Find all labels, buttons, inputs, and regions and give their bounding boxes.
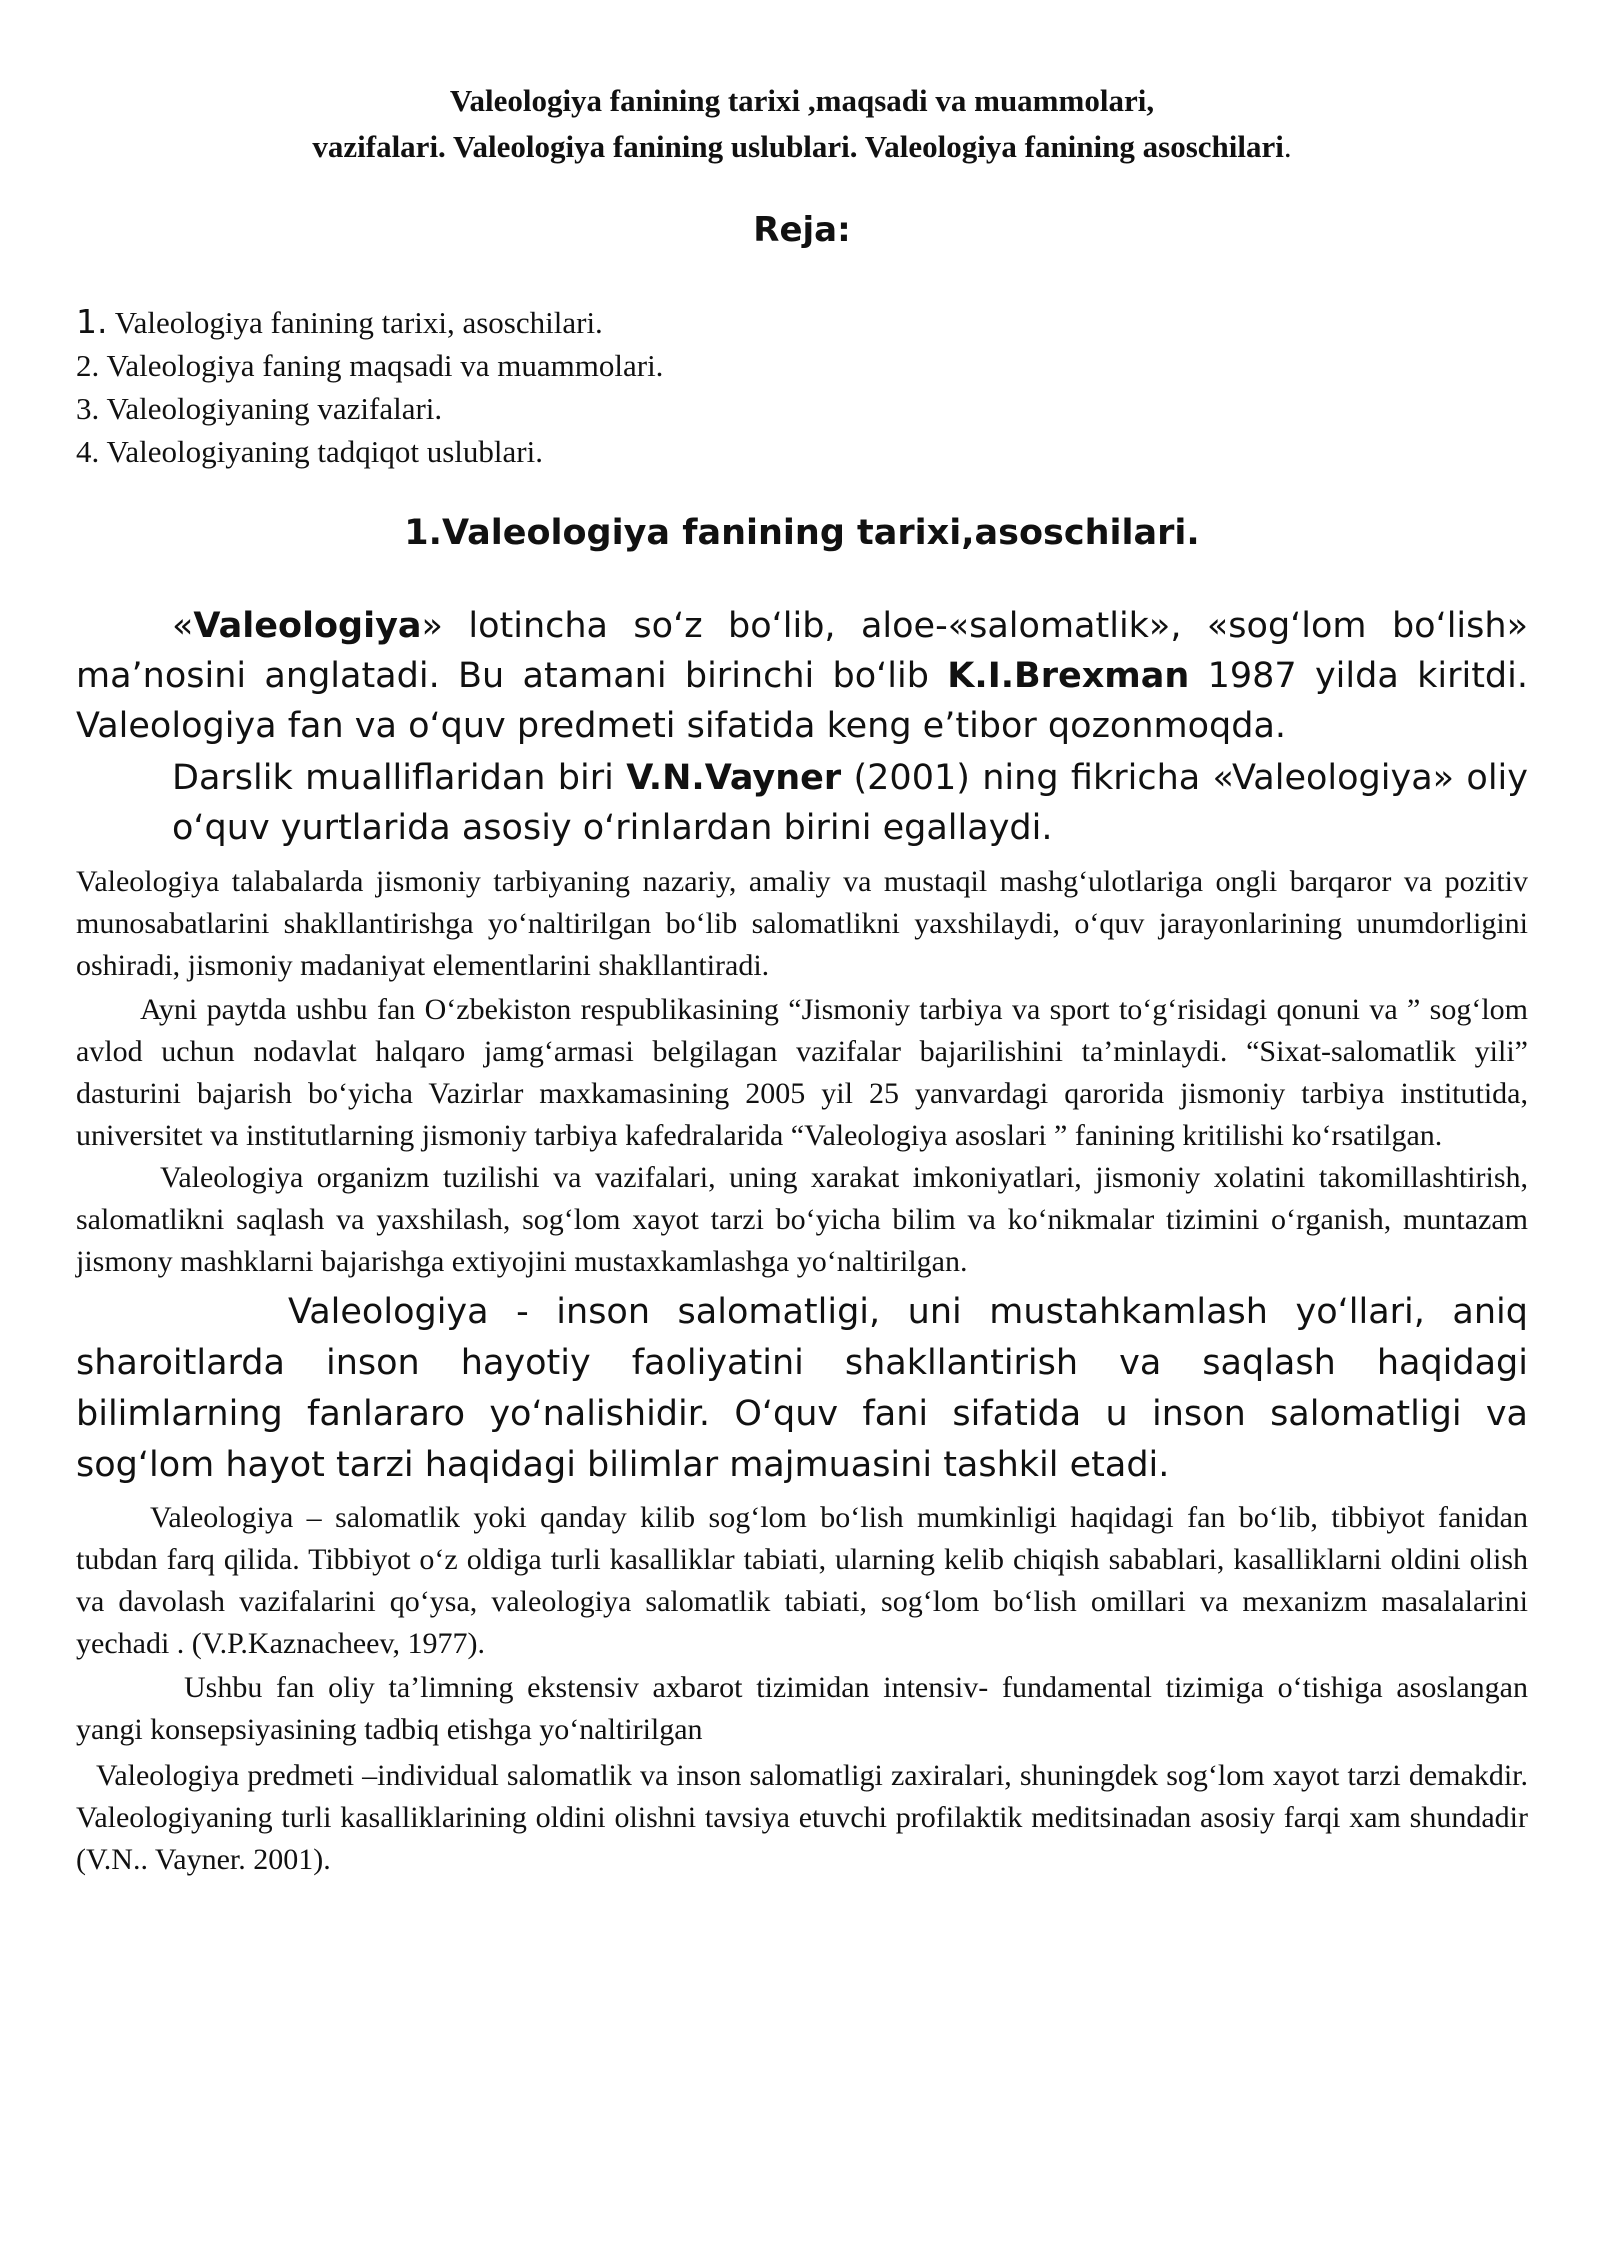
section-heading: 1.Valeologiya fanining tarixi,asoschilari. (404, 513, 1200, 553)
plan-item-number: 2. (76, 348, 100, 383)
title-line-2-end: . (1283, 129, 1292, 164)
title-line-1: Valeologiya fanining tarixi ,maqsadi va muammolari, (449, 83, 1155, 118)
text-span: « (172, 606, 194, 646)
plan-item (76, 430, 1528, 473)
paragraph-subject: Valeologiya predmeti –individual salomatlik va inson salomatligi zaxiralari, shuningdek sog‘lom xayot tarzi demakdir. Valeologiyaning turli kasalliklarining oldini olishni tavsiya etuvchi profilaktik meditsinadan asosiy farqi xam shundadir (V.N.. Vayner. 2001). (76, 1759, 1528, 1876)
plan-item-number: 1. (76, 302, 108, 341)
text-span: 1987 yilda kiritdi. Valeologiya fan va o‘quv predmeti sifatida keng e’tibor qozonmoqda. (76, 656, 1528, 746)
document-title (76, 78, 1528, 170)
plan-list (76, 300, 1528, 473)
paragraph-concept: Ushbu fan oliy ta’limning ekstensiv axbarot tizimidan intensiv- fundamental tizimiga o‘tishiga asoslangan yangi konsepsiyasining tadbiq etishga yo‘naltirilgan (76, 1671, 1528, 1746)
plan-item (76, 387, 1528, 430)
plan-item (76, 344, 1528, 387)
title-line-2: vazifalari. Valeologiya fanining uslublari. Valeologiya fanining asoschilari (312, 129, 1284, 164)
paragraph-organism: Valeologiya organizm tuzilishi va vazifalari, uning xarakat imkoniyatlari, jismoniy xolatini takomillashtirish, salomatlikni saqlash va yaxshilash, sog‘lom xayot tarzi bo‘yicha bilim va ko‘nikmalar tizimini o‘rganish, muntazam jismony mashklarni bajarishga extiyojini mustaxkamlashga yo‘naltirilgan. (76, 1161, 1528, 1278)
paragraph-definition (76, 601, 1528, 751)
plan-item-text: Valeologiya fanining tarixi, asoschilari. (107, 305, 603, 340)
plan-item-text: Valeologiyaning vazifalari. (99, 391, 443, 426)
text-span: (2001) ning fikricha «Valeologiya» oliy o‘quv yurtlarida asosiy o‘rinlardan birini egallaydi. (172, 758, 1528, 848)
plan-item-text: Valeologiya faning maqsadi va muammolari. (99, 348, 664, 383)
paragraph-health-definition: Valeologiya - inson salomatligi, uni mustahkamlash yo‘llari, aniq sharoitlarda inson hayotiy faoliyatini shakllantirish va saqlash haqidagi bilimlarning fanlararo yo‘nalishidir. O‘quv fani sifatida u inson salomatligi va sog‘lom hayot tarzi haqidagi bilimlar majmuasini tashkil etadi. (76, 1292, 1528, 1485)
text-span: » lotincha so‘z bo‘lib, aloe-«salomatlik», «sog‘lom bo‘lish» ma’nosini anglatadi. Bu atamani birinchi bo‘lib (76, 606, 1528, 696)
plan-item-number: 4. (76, 434, 100, 469)
author-vayner: V.N.Vayner (626, 758, 842, 798)
plan-item-number: 3. (76, 391, 100, 426)
author-brexman: K.I.Brexman (947, 656, 1190, 696)
paragraph-law: Ayni paytda ushbu fan O‘zbekiston respublikasining “Jismoniy tarbiya va sport to‘g‘risidagi qonuni va ” sog‘lom avlod uchun nodavlat halqaro jamg‘armasi belgilagan vazifalar bajarilishini ta’minlaydi. “Sixat-salomatlik yili” dasturini bajarish bo‘yicha Vazirlar maxkamasining 2005 yil 25 yanvardagi qarorida jismoniy tarbiya institutida, universitet va institutlarning jismoniy tarbiya kafedralarida “Valeologiya asoslari ” fanining kritilishi ko‘rsatilgan. (76, 993, 1528, 1152)
paragraph-medicine: Valeologiya – salomatlik yoki qanday kilib sog‘lom bo‘lish mumkinligi haqidagi fan bo‘lib, tibbiyot fanidan tubdan farq qilida. Tibbiyot o‘z oldiga turli kasalliklar tabiati, ularning kelib chiqish sabablari, kasalliklarni oldini olish va davolash vazifalarini qo‘ysa, valeologiya salomatlik tabiati, sog‘lom bo‘lish omillari va mexanizm masalalarini yechadi . (V.P.Kaznacheev, 1977). (76, 1501, 1528, 1660)
plan-item-text: Valeologiyaning tadqiqot uslublari. (99, 434, 543, 469)
plan-heading: Reja: (753, 210, 851, 250)
paragraph-students: Valeologiya talabalarda jismoniy tarbiyaning nazariy, amaliy va mustaqil mashg‘ulotlariga ongli barqaror va pozitiv munosabatlarini shakllantirishga yo‘naltirilgan bo‘lib salomatlikni yaxshilaydi, o‘quv jarayonlarining unumdorligini oshiradi, jismoniy madaniyat elementlarini shakllantiradi. (76, 865, 1528, 982)
text-span: Darslik mualliflaridan biri (172, 758, 627, 798)
paragraph-vayner (76, 753, 1528, 853)
term-valeologiya: Valeologiya (193, 606, 422, 646)
plan-item (76, 300, 1528, 344)
